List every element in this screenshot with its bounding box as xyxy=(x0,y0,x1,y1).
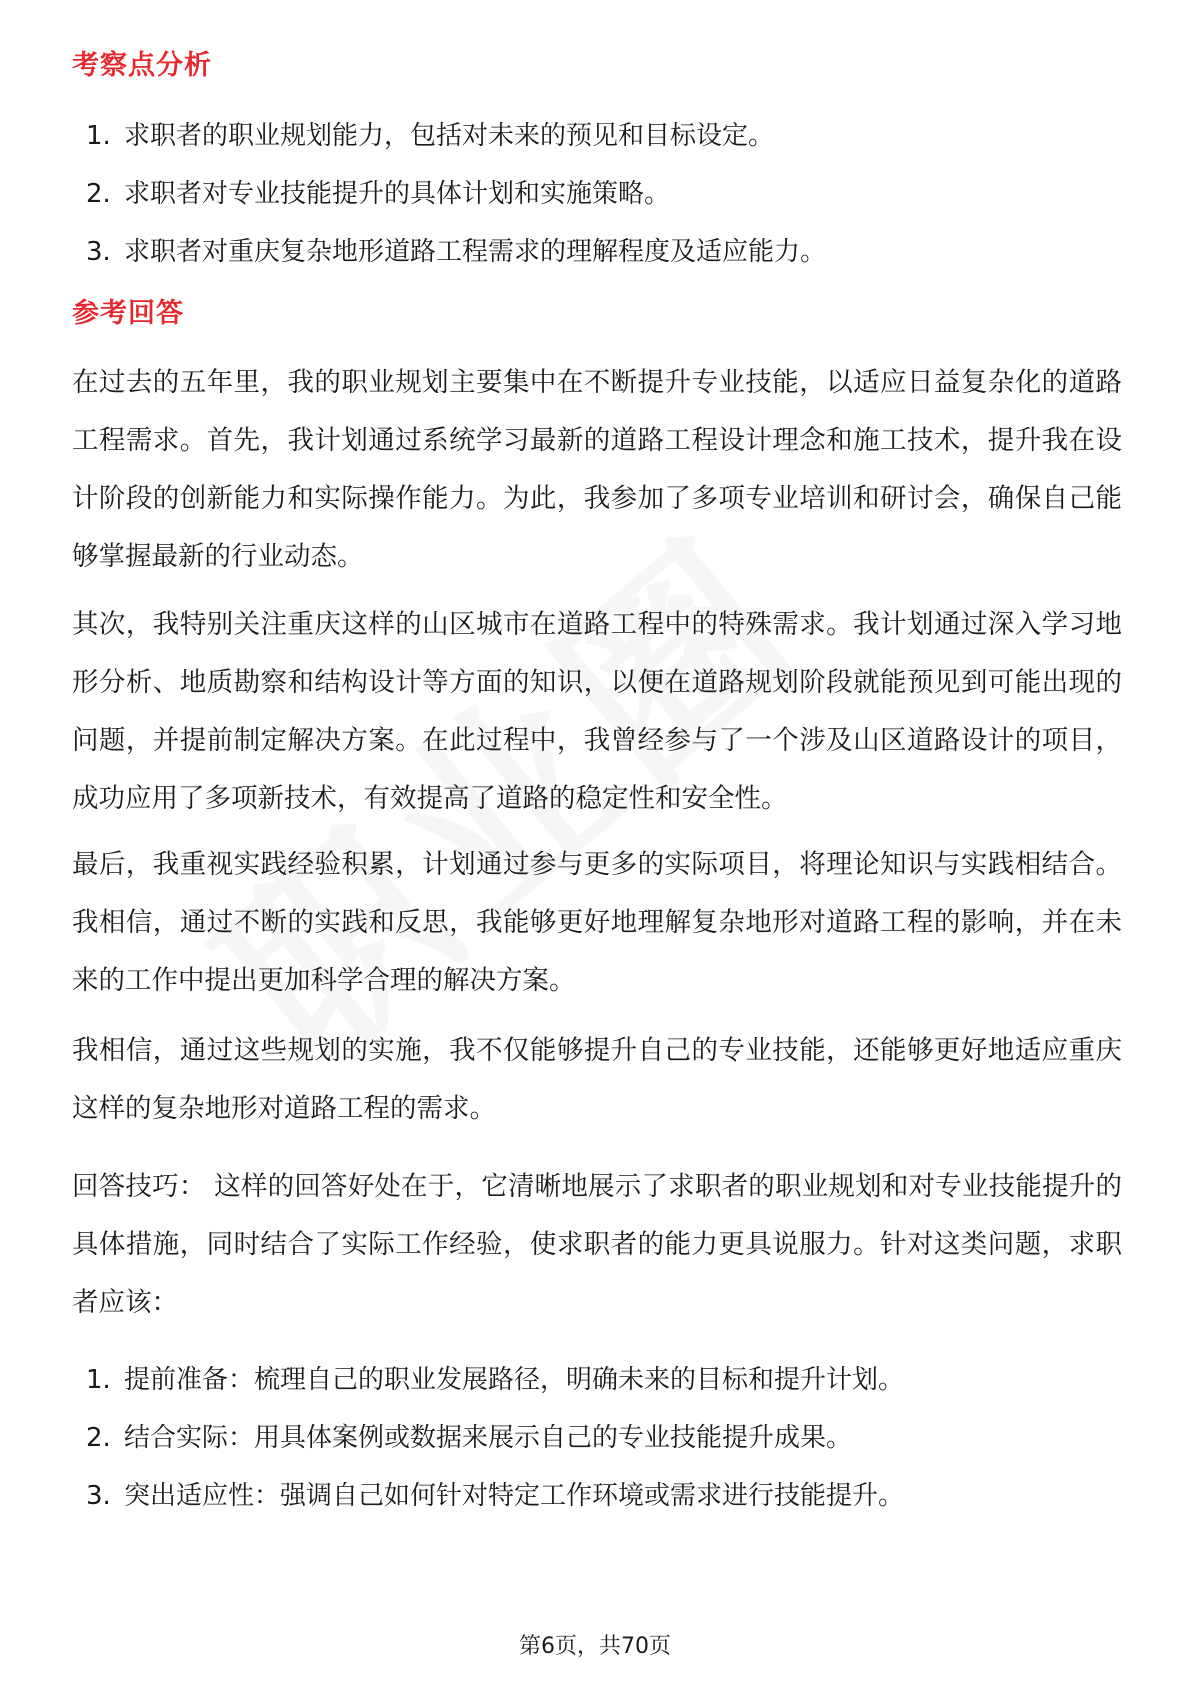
section-title-answer: 参考回答 xyxy=(72,298,184,329)
answer-paragraph-1: 在过去的五年里，我的职业规划主要集中在不断提升专业技能，以适应日益复杂化的道路工程需求。首先，我计划通过系统学习最新的道路工程设计理念和施工技术，提升我在设计阶段的创新能力和实际操作能力。为此，我参加了多项专业培训和研讨会，确保自己能够掌握最新的行业动态。 xyxy=(72,367,1122,572)
list-text: 求职者对重庆复杂地形道路工程需求的理解程度及适应能力。 xyxy=(124,237,827,267)
answer-tips-intro: 回答技巧： 这样的回答好处在于，它清晰地展示了求职者的职业规划和对专业技能提升的具体措施，同时结合了实际工作经验，使求职者的能力更具说服力。针对这类问题，求职者应该： xyxy=(72,1171,1122,1318)
section-title-analysis: 考察点分析 xyxy=(72,50,212,81)
answer-paragraph-3: 最后，我重视实践经验积累，计划通过参与更多的实际项目，将理论知识与实践相结合。我相信，通过不断的实践和反思，我能够更好地理解复杂地形对道路工程的影响，并在未来的工作中提出更加科学合理的解决方案。 xyxy=(72,849,1122,996)
list-item xyxy=(72,1362,1122,1420)
list-text: 提前准备：梳理自己的职业发展路径，明确未来的目标和提升计划。 xyxy=(124,1365,905,1395)
list-number: 3. xyxy=(86,1481,111,1511)
list-text: 求职者对专业技能提升的具体计划和实施策略。 xyxy=(124,179,671,209)
list-number: 2. xyxy=(86,1423,111,1453)
list-item xyxy=(72,234,1122,292)
list-item xyxy=(72,1420,1122,1478)
list-text: 结合实际：用具体案例或数据来展示自己的专业技能提升成果。 xyxy=(124,1423,853,1453)
list-item xyxy=(72,1478,1122,1536)
list-number: 2. xyxy=(86,179,111,209)
analysis-list xyxy=(72,118,1122,292)
answer-paragraph-2: 其次，我特别关注重庆这样的山区城市在道路工程中的特殊需求。我计划通过深入学习地形分析、地质勘察和结构设计等方面的知识，以便在道路规划阶段就能预见到可能出现的问题，并提前制定解决方案。在此过程中，我曾经参与了一个涉及山区道路设计的项目，成功应用了多项新技术，有效提高了道路的稳定性和安全性。 xyxy=(72,609,1122,814)
list-text: 求职者的职业规划能力，包括对未来的预见和目标设定。 xyxy=(124,121,775,151)
list-item xyxy=(72,176,1122,234)
list-text: 突出适应性：强调自己如何针对特定工作环境或需求进行技能提升。 xyxy=(124,1481,905,1511)
list-number: 1. xyxy=(86,121,111,151)
page-number: 第6页，共70页 xyxy=(519,1634,671,1659)
tips-list xyxy=(72,1362,1122,1536)
list-number: 1. xyxy=(86,1365,111,1395)
answer-paragraph-4: 我相信，通过这些规划的实施，我不仅能够提升自己的专业技能，还能够更好地适应重庆这样的复杂地形对道路工程的需求。 xyxy=(72,1035,1122,1124)
list-item xyxy=(72,118,1122,176)
list-number: 3. xyxy=(86,237,111,267)
